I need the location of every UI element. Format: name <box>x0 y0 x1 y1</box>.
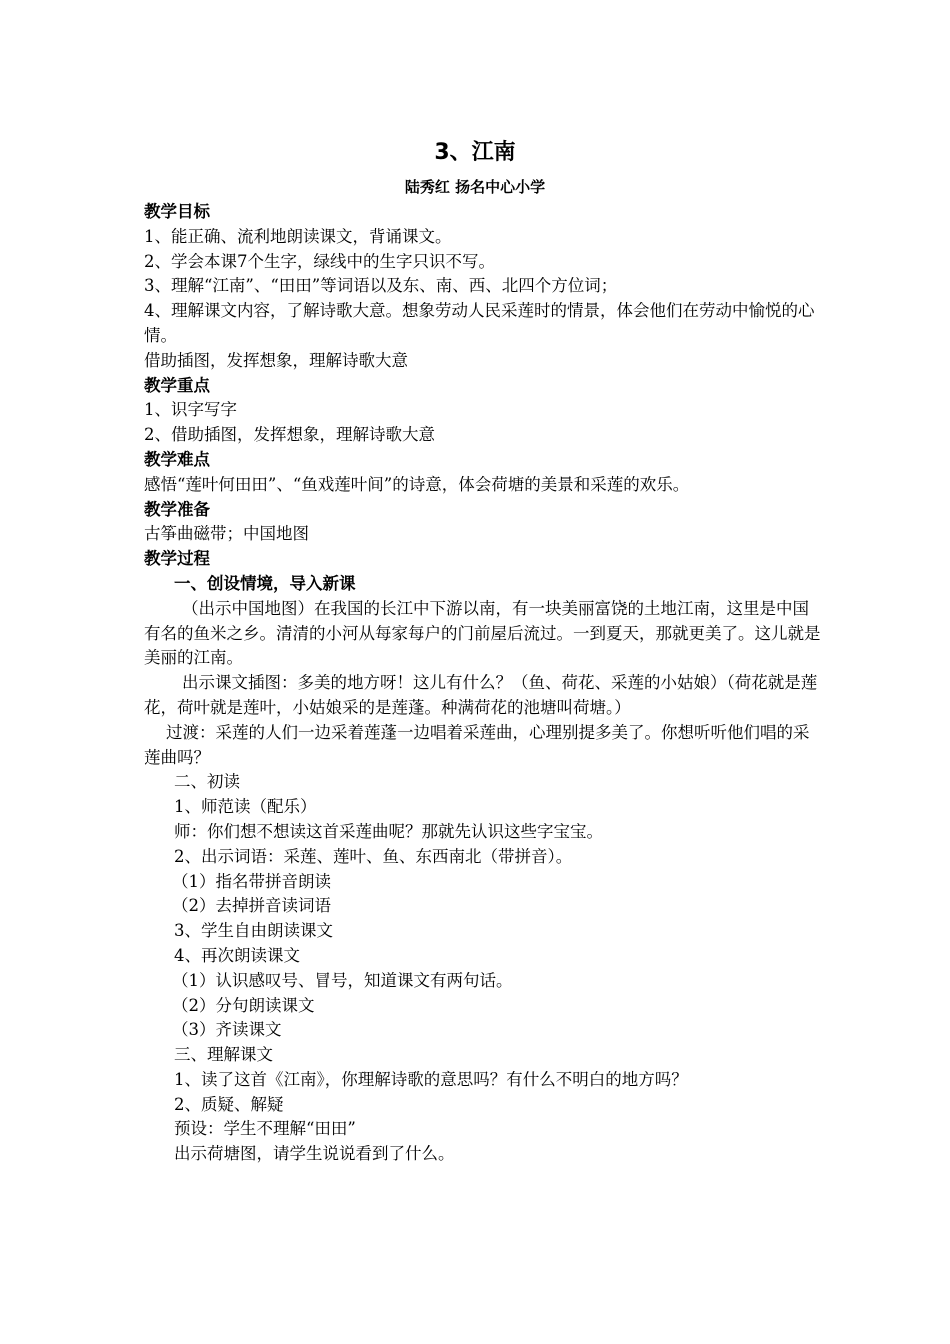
goal-item: 2、学会本课7个生字，绿线中的生字只识不写。 <box>144 251 495 271</box>
key-point-item: 2、借助插图，发挥想象，理解诗歌大意 <box>144 425 435 445</box>
process-step: 4、再次朗读课文 <box>174 945 300 965</box>
process-part1-heading: 一、创设情境，导入新课 <box>174 573 356 593</box>
section-heading-preparation: 教学准备 <box>144 499 210 519</box>
section-heading-goals: 教学目标 <box>144 202 210 221</box>
process-step: 1、读了这首《江南》，你理解诗歌的意思吗？有什么不明白的地方吗？ <box>174 1069 688 1089</box>
process-step: 3、学生自由朗读课文 <box>174 921 333 941</box>
section-heading-process: 教学过程 <box>144 549 210 569</box>
goal-item: 4、理解课文内容，了解诗歌大意。想象劳动人民采莲时的情景，体会他们在劳动中愉悦的心情。 <box>144 301 815 345</box>
goal-item: 1、能正确、流利地朗读课文，背诵课文。 <box>144 226 452 246</box>
section-heading-key-points: 教学重点 <box>144 375 210 395</box>
preparation-text: 古筝曲磁带；中国地图 <box>144 524 309 544</box>
section-heading-difficulties: 教学难点 <box>144 449 210 469</box>
process-step: （2）去掉拼音读词语 <box>172 896 331 916</box>
difficulties-text: 感悟“莲叶何田田”、“鱼戏莲叶间”的诗意，体会荷塘的美景和采莲的欢乐。 <box>144 474 690 494</box>
key-point-item: 1、识字写字 <box>144 400 237 420</box>
process-step: 1、师范读（配乐） <box>174 797 317 817</box>
goal-item: 3、理解“江南”、“田田”等词语以及东、南、西、北四个方位词； <box>144 276 618 296</box>
process-step: （1）指名带拼音朗读 <box>172 871 331 891</box>
process-part3-heading: 三、理解课文 <box>174 1045 273 1065</box>
goal-item: 借助插图，发挥想象，理解诗歌大意 <box>144 350 408 370</box>
document-body <box>144 200 824 1167</box>
process-paragraph: 过渡：采莲的人们一边采着莲蓬一边唱着采莲曲，心理别提多美了。你想听听他们唱的采莲曲吗？ <box>144 722 810 767</box>
process-step: （1）认识感叹号、冒号，知道课文有两句话。 <box>172 970 513 990</box>
process-step: 2、质疑、解疑 <box>174 1094 284 1114</box>
process-step: 2、出示词语：采莲、莲叶、鱼、东西南北（带拼音）。 <box>174 846 573 866</box>
process-step: （3）齐读课文 <box>172 1020 282 1040</box>
process-paragraph: （出示中国地图）在我国的长江中下游以南，有一块美丽富饶的土地江南，这里是中国有名的鱼米之乡。清清的小河从每家每户的门前屋后流过。一到夏天，那就更美了。这儿就是美丽的江南。 <box>144 598 821 668</box>
process-part2-heading: 二、初读 <box>174 772 240 792</box>
process-step: 出示荷塘图，请学生说说看到了什么。 <box>174 1144 455 1164</box>
author-line: 陆秀红 扬名中心小学 <box>404 178 546 196</box>
process-paragraph: 出示课文插图：多美的地方呀！这儿有什么？（鱼、荷花、采莲的小姑娘）（荷花就是莲花，荷叶就是莲叶，小姑娘采的是莲蓬。种满荷花的池塘叫荷塘。） <box>144 673 818 717</box>
process-step: 师：你们想不想读这首采莲曲呢？那就先认识这些字宝宝。 <box>174 821 603 841</box>
page-title: 3、江南 <box>434 140 516 165</box>
process-step: 预设：学生不理解“田田” <box>174 1119 356 1139</box>
process-step: （2）分句朗读课文 <box>172 995 315 1015</box>
